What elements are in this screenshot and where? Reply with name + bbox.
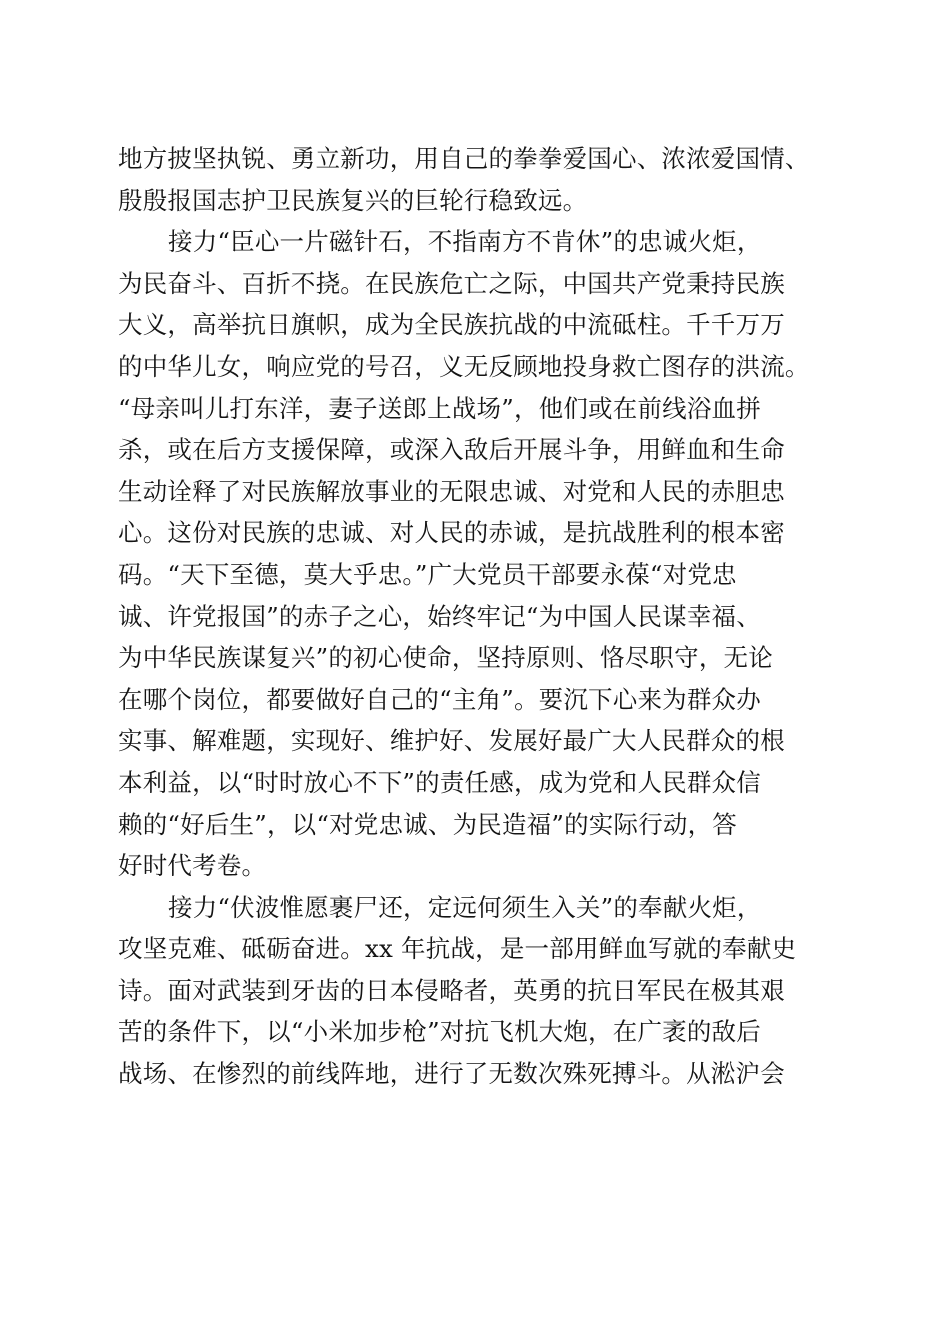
text-line: 为中华民族谋复兴”的初心使命，坚持原则、恪尽职守，无论 [118,643,773,673]
text-line: 诚、许党报国”的赤子之心，始终牢记“为中国人民谋幸福、 [118,601,761,631]
text-line: “母亲叫儿打东洋，妻子送郎上战场”，他们或在前线浴血拼 [118,393,761,423]
text-line: 实事、解难题，实现好、维护好、发展好最广大人民群众的根 [118,726,785,756]
text-line: 本利益，以“时时放心不下”的责任感，成为党和人民群众信 [118,767,761,797]
text-line: 苦的条件下，以“小米加步枪”对抗飞机大炮，在广袤的敌后 [118,1017,761,1047]
text-line: 好时代考卷。 [118,851,267,881]
text-line: 杀，或在后方支援保障，或深入敌后开展斗争，用鲜血和生命 [118,435,785,465]
text-line: 赖的“好后生”，以“对党忠诚、为民造福”的实际行动，答 [118,809,737,839]
text-line: 大义，高举抗日旗帜，成为全民族抗战的中流砥柱。千千万万 [118,310,785,340]
text-line: 地方披坚执锐、勇立新功，用自己的拳拳爱国心、浓浓爱国情、 [118,144,810,173]
paragraph-start-line: 接力“臣心一片磁针石，不指南方不肯休”的忠诚火炬， [168,227,762,257]
text-line: 攻坚克难、砥砺奋进。xx 年抗战，是一部用鲜血写就的奉献史 [118,934,797,964]
text-line: 生动诠释了对民族解放事业的无限忠诚、对党和人民的赤胆忠 [118,476,785,506]
text-line: 殷殷报国志护卫民族复兴的巨轮行稳致远。 [118,185,588,215]
text-line: 心。这份对民族的忠诚、对人民的赤诚，是抗战胜利的根本密 [118,518,785,548]
text-line: 的中华儿女，响应党的号召，义无反顾地投身救亡图存的洪流。 [118,351,810,381]
text-line: 战场、在惨烈的前线阵地，进行了无数次殊死搏斗。从淞沪会 [118,1059,785,1089]
text-line: 为民奋斗、百折不挠。在民族危亡之际，中国共产党秉持民族 [118,268,785,298]
text-line: 码。“天下至德，莫大乎忠。”广大党员干部要永葆“对党忠 [118,559,737,589]
body-text [118,138,838,1095]
text-line: 在哪个岗位，都要做好自己的“主角”。要沉下心来为群众办 [118,684,761,714]
text-line: 诗。面对武装到牙齿的日本侵略者，英勇的抗日军民在极其艰 [118,975,785,1005]
paragraph-start-line: 接力“伏波惟愿裹尸还，定远何须生入关”的奉献火炬， [168,892,762,922]
